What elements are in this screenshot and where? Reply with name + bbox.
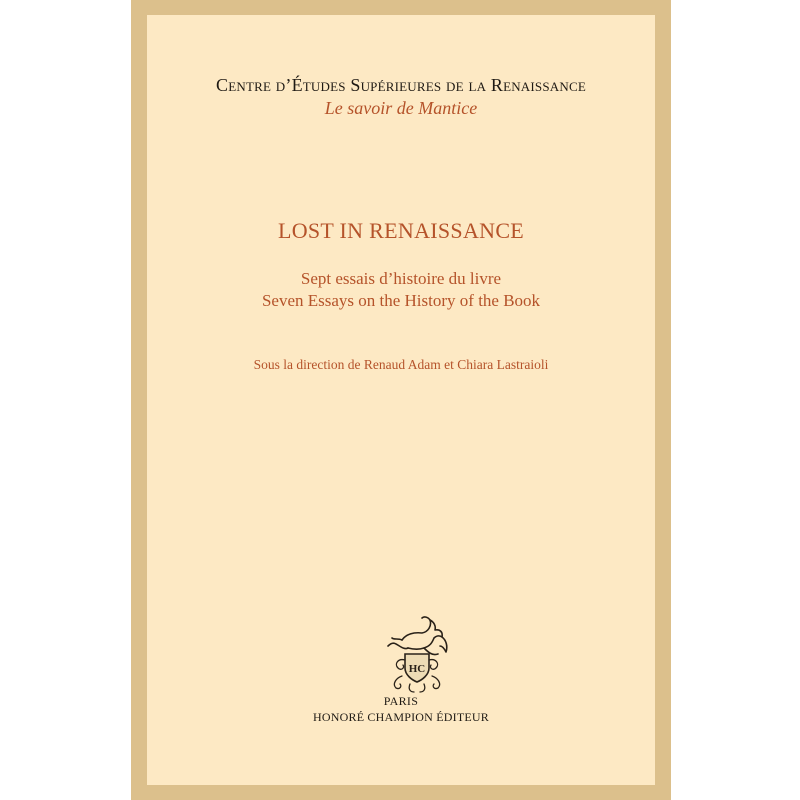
publisher-logo-icon [372, 610, 462, 694]
subtitle-french: Sept essais d’histoire du livre [300, 269, 502, 288]
book-subtitle [147, 268, 655, 312]
series-title: Centre d’Études Supérieures de la Renaissance [216, 75, 586, 95]
book-title: LOST IN RENAISSANCE [277, 218, 525, 243]
publication-place: PARIS [383, 694, 419, 708]
editors-line: Sous la direction de Renaud Adam et Chiara Lastraioli [253, 357, 549, 372]
series-subtitle: Le savoir de Mantice [324, 98, 478, 118]
book-cover-panel [147, 15, 655, 785]
subtitle-english: Seven Essays on the History of the Book [261, 291, 541, 310]
logo-monogram: HC [408, 663, 426, 675]
book-cover-frame [131, 0, 671, 800]
publisher-name: HONORÉ CHAMPION ÉDITEUR [313, 710, 489, 724]
